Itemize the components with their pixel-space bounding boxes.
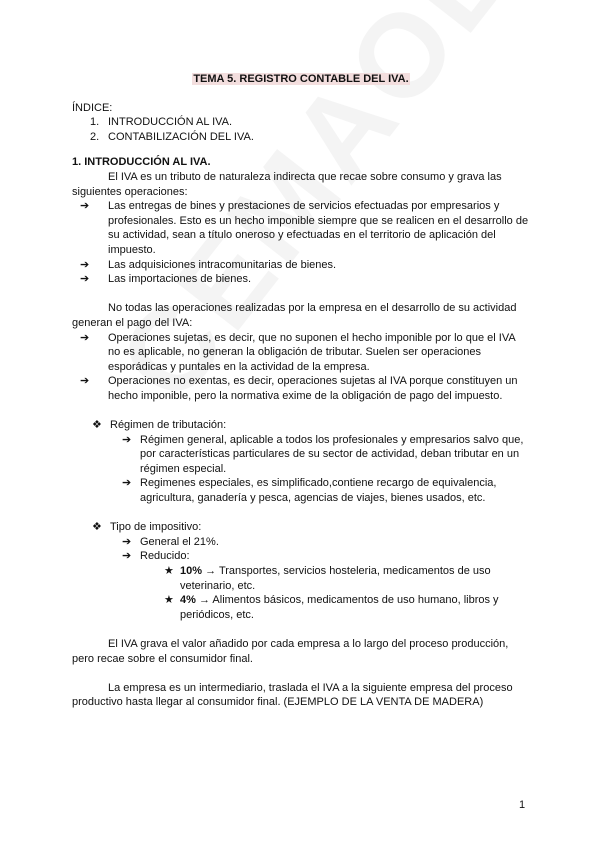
intermediary-paragraph: La empresa es un intermediario, traslada el IVA a la siguiente empresa del proceso productivo hasta llegar al consumidor final. (EJEMPLO DE LA VENTA DE MADERA) — [72, 681, 513, 709]
arrow-icon: ➔ — [122, 433, 132, 446]
index-item — [90, 115, 530, 130]
arrow-icon: ➔ — [80, 200, 90, 213]
index-number: 1. — [90, 116, 100, 129]
arrow-icon: ➔ — [122, 535, 132, 548]
list-item — [92, 520, 530, 535]
list-item-text: Las importaciones de bienes. — [108, 273, 252, 286]
list-item — [80, 331, 530, 375]
rate-text: → Transportes, servicios hosteleria, medicamentos de uso veterinario, etc. — [180, 565, 491, 592]
intro-paragraph: El IVA es un tributo de naturaleza indirecta que recae sobre consumo y grava las siguientes operaciones: — [72, 170, 502, 198]
arrow-icon: ➔ — [80, 258, 90, 271]
list-item — [92, 418, 530, 433]
regimen-label: Régimen de tributación: — [110, 419, 227, 432]
not-all-paragraph: No todas las operaciones realizadas por la empresa en el desarrollo de su actividad generan el pago del IVA: — [72, 302, 517, 329]
diamond-bullet-icon: ❖ — [92, 521, 102, 534]
list-item-text — [180, 593, 530, 622]
page-number: 1 — [519, 799, 526, 811]
list-item — [80, 199, 530, 257]
list-item-text: Regimenes especiales, es simplificado,contiene recargo de equivalencia, agricultura, ganadería y pesca, agencias de viajes, bienes usados, etc. — [140, 477, 497, 505]
index-label: INTRODUCCIÓN AL IVA. — [108, 116, 233, 129]
arrow-icon: ➔ — [80, 375, 90, 388]
list-item-text: Régimen general, aplicable a todos los profesionales y empresarios salvo que, por características particulares de su sector de actividad, deban tributar en un régimen especial. — [140, 433, 524, 475]
list-item — [80, 374, 530, 403]
star-icon: ★ — [164, 594, 174, 607]
index-item — [90, 130, 530, 145]
list-item-text: Operaciones no exentas, es decir, operaciones sujetas al IVA porque constituyen un hecho imponible, pero la normativa exime de la obligación de pago del impuesto. — [108, 375, 518, 402]
title-text: TEMA 5. REGISTRO CONTABLE DEL IVA. — [193, 73, 409, 85]
list-item — [80, 258, 530, 273]
list-item — [122, 549, 530, 564]
list-item-text: General el 21%. — [140, 535, 219, 548]
arrow-icon: ➔ — [80, 331, 90, 344]
rate-percent: 4% — [180, 594, 196, 607]
diamond-bullet-icon: ❖ — [92, 419, 102, 432]
value-paragraph: El IVA grava el valor añadido por cada empresa a lo largo del proceso producción, pero recae sobre el consumidor final. — [72, 637, 509, 665]
list-item — [164, 593, 530, 622]
arrow-icon: ➔ — [80, 273, 90, 286]
star-icon: ★ — [164, 565, 174, 577]
arrow-icon: ➔ — [122, 550, 132, 563]
list-item-text: Reducido: — [140, 550, 190, 563]
document-body — [72, 72, 530, 710]
index-label: CONTABILIZACIÓN DEL IVA. — [108, 130, 254, 143]
list-item-text — [180, 564, 530, 593]
list-item-text: Las entregas de bines y prestaciones de servicios efectuadas por empresarios y profesionales. Esto es un hecho imponible siempre que se realicen en el desarrollo de su actividad, sean a título oneroso y efectuadas en el territorio de aplicación del impuesto. — [108, 200, 529, 256]
index-list — [72, 115, 530, 144]
list-item — [80, 272, 530, 287]
rate-percent: 10% — [180, 565, 203, 577]
rate-text: → Alimentos básicos, medicamentos de uso humano, libros y periódicos, etc. — [180, 594, 499, 621]
index-number: 2. — [90, 130, 100, 143]
document-title — [72, 72, 530, 87]
list-item-text: Las adquisiciones intracomunitarias de bienes. — [108, 258, 337, 271]
list-item-text: Operaciones sujetas, es decir, que no suponen el hecho imponible por lo que el IVA no es aplicable, no generan la obligación de tributar. Suelen ser operaciones esporádicas y puntales en la actividad de la empresa. — [108, 331, 516, 373]
list-item — [122, 433, 530, 477]
list-item — [122, 476, 530, 505]
list-item — [164, 564, 530, 593]
arrow-icon: ➔ — [122, 477, 132, 490]
list-item — [122, 535, 530, 550]
section-heading: 1. INTRODUCCIÓN AL IVA. — [72, 156, 211, 169]
tipo-label: Tipo de impositivo: — [110, 521, 202, 534]
index-heading: ÍNDICE: — [72, 101, 113, 114]
